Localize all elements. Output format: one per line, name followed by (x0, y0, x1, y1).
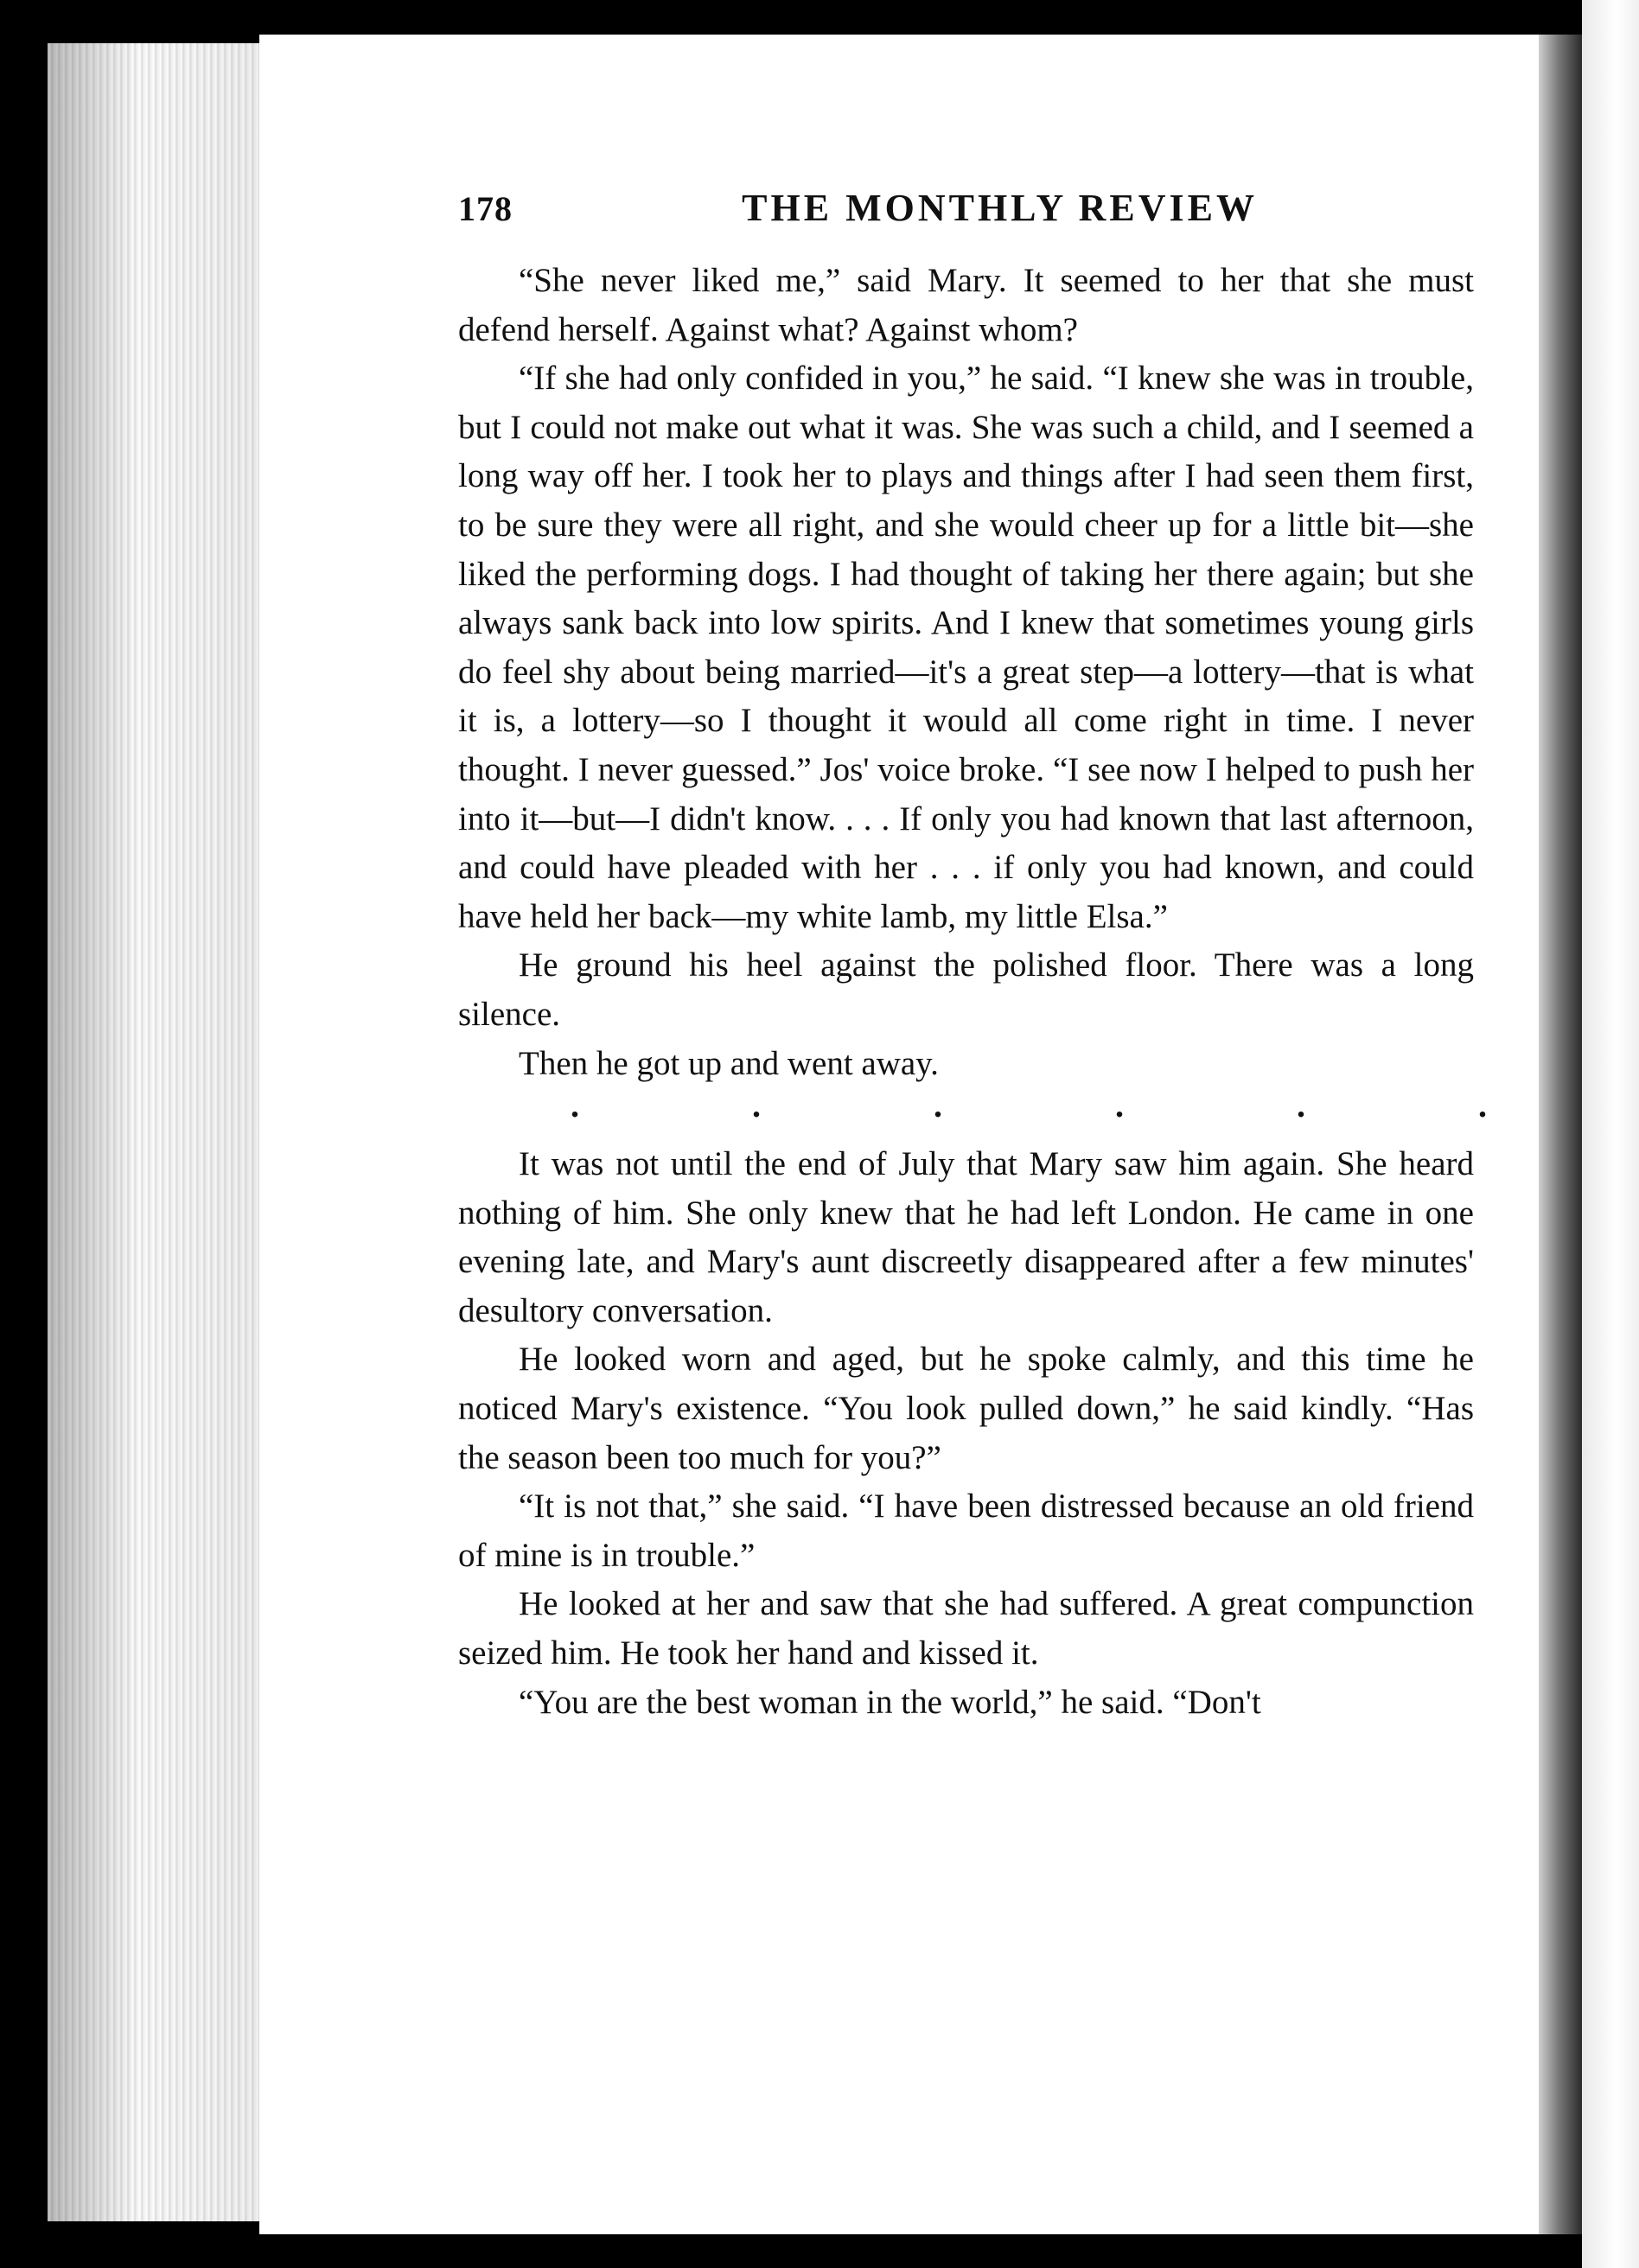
paragraph-kissed-hand: He looked at her and saw that she had suffered. A great compunction seized him. He took her hand and kissed it. (458, 1585, 1474, 1672)
running-head (458, 186, 1474, 246)
paragraph-best-woman: “You are the best woman in the world,” he said. “Don't (519, 1683, 1261, 1721)
paragraph-worn-and-aged: He looked worn and aged, but he spoke calmly, and this time he noticed Mary's existence. “You look pulled down,” he said kindly. “Has the season been too much for you?” (458, 1341, 1474, 1476)
page-number: 178 (458, 189, 513, 228)
page-edges-shadow (48, 43, 272, 2221)
page-text-block (458, 186, 1504, 1727)
paragraph-she-never-liked-me: “She never liked me,” said Mary. It seemed to her that she must defend herself. Against what? Against whom? (458, 262, 1474, 348)
book-gutter (1539, 35, 1582, 2234)
paragraph-not-that: “It is not that,” she said. “I have been distressed because an old friend of mine is in trouble.” (458, 1488, 1474, 1574)
journal-title: THE MONTHLY REVIEW (742, 187, 1258, 229)
paragraph-ground-his-heel: He ground his heel against the polished floor. There was a long silence. (458, 946, 1474, 1033)
facing-page-edge (1582, 0, 1639, 2268)
section-break-dots: . . . . . . (571, 1086, 1504, 1125)
paragraph-jos-speech: “If she had only confided in you,” he said. “I knew she was in trouble, but I could not make out what it was. She was such a child, and I seemed a long way off her. I took her to plays and things after I had seen them first, to be sure they were all right, and she would cheer up for a little bit—she liked the performing dogs. I had thought of taking her there again; but she always sank back into low spirits. And I knew that sometimes young girls do feel shy about being married—it's a great step—a lottery—that is what it is, a lottery—so I thought it would all come right in time. I never thought. I never guessed.” Jos' voice broke. “I see now I helped to push her into it—but—I didn't know. . . . If only you had known that last afternoon, and could have pleaded with her . . . if only you had known, and could have held her back—my white lamb, my little Elsa.” (458, 360, 1474, 935)
paragraph-end-of-july: It was not until the end of July that Mary saw him again. She heard nothing of him. She only knew that he had left London. He came in one evening late, and Mary's aunt discreetly disappeared after a few minutes' desultory conversation. (458, 1145, 1474, 1329)
section-break (458, 1086, 1504, 1140)
paragraph-went-away: Then he got up and went away. (519, 1044, 939, 1082)
